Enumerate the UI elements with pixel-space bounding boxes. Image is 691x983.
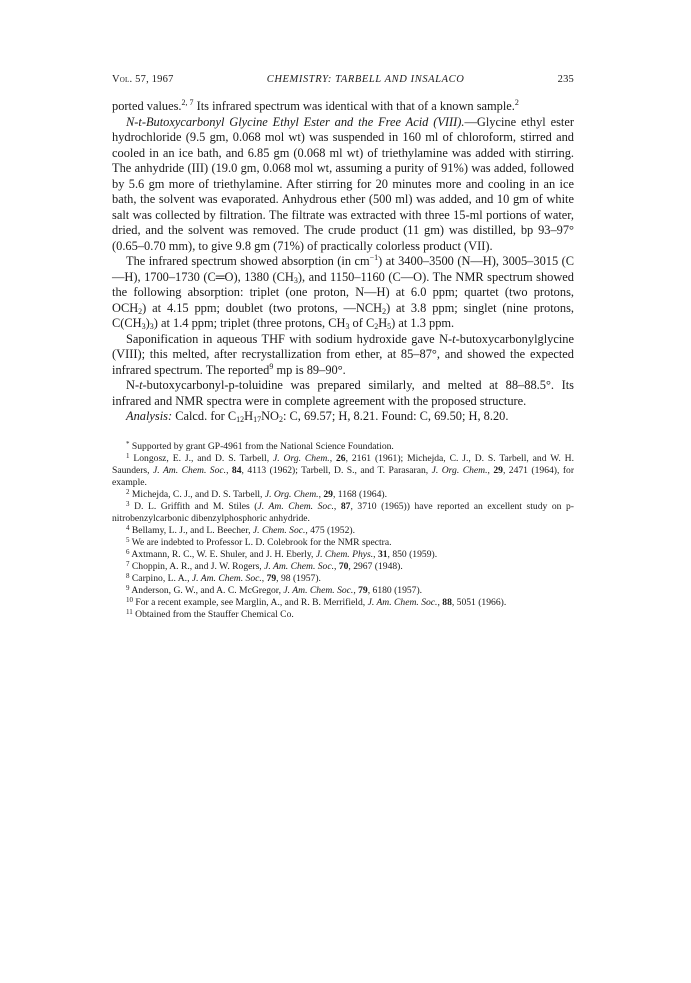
- paragraph-continuation: ported values.$^{2, 7}$ Its infrared spectrum was identical with that of a known sample.$^2$: [112, 98, 519, 113]
- paragraph-glycine-ester: N-t-Butoxycarbonyl Glycine Ethyl Ester and the Free Acid (VIII).—Glycine ethyl ester hydrochloride (9.5 gm, 0.068 mol wt) was suspended in 160 ml of chloroform, stirred and cooled in an ice bath, and 6.85 gm (0.068 ml wt) of triethylamine was added with stirring. The anhydride (III) (19.0 gm, 0.068 mol wt, assuming a purity of 91%) was added, followed by 5.6 gm more of triethylamine. After stirring for 20 minutes more and cooling in an ice bath, the solvent was evaporated. Anhydrous ether (500 ml) was added, and 10 gm of white salt was collected by filtration. The filtrate was extracted with three 15-ml portions of water, dried, and the solvent was removed. The crude product (11 gm) was distilled, bp 93–97° (0.65–0.70 mm), to give 9.8 gm (71%) of practically colorless product (VII).: [112, 114, 574, 253]
- footnotes: [112, 441, 574, 621]
- footnote: $^{11}$ Obtained from the Stauffer Chemical Co.: [126, 607, 294, 620]
- running-head: [112, 74, 574, 85]
- journal-page: [112, 74, 574, 621]
- footnote: $^9$ Anderson, G. W., and A. C. McGregor, J. Am. Chem. Soc., 79, 6180 (1957).: [126, 583, 423, 596]
- footnote: $^4$ Bellamy, L. J., and L. Beecher, J. Chem. Soc., 475 (1952).: [126, 523, 355, 536]
- footnote: $^1$ Longosz, E. J., and D. S. Tarbell, J. Org. Chem., 26, 2161 (1961); Michejda, C. J., D. S. Tarbell, and W. H. Saunders, J. Am. Chem. Soc., 84, 4113 (1962); Tarbell, D. S., and T. Parasaran, J. Org. Chem., 29, 2471 (1964), for example.: [112, 451, 575, 488]
- paragraph-analysis: Analysis: Calcd. for $C_{12}H_{17}NO_2$: C, 69.57; H, 8.21. Found: C, 69.50; H, 8.20.: [126, 409, 509, 424]
- footnote: $^5$ We are indebted to Professor L. D. Colebrook for the NMR spectra.: [126, 535, 392, 548]
- footnote: $^8$ Carpino, L. A., J. Am. Chem. Soc., 79, 98 (1957).: [126, 571, 321, 584]
- footnote: $^2$ Michejda, C. J., and D. S. Tarbell, J. Org. Chem., 29, 1168 (1964).: [126, 487, 387, 500]
- footnote: * Supported by grant GP-4961 from the National Science Foundation.: [126, 439, 394, 452]
- footnote: $^{10}$ For a recent example, see Marglin, A., and R. B. Merrifield, J. Am. Chem. Soc., 88, 5051 (1966).: [126, 595, 507, 608]
- paragraph-saponification: Saponification in aqueous THF with sodium hydroxide gave N-t-butoxycarbonylglycine (VIII); this melted, after recrystallization from ether, at 85–87°, and showed the expected infrared spectrum. The reported$^9$ mp is 89–90°.: [112, 331, 574, 377]
- section-run-in-title: N-t-Butoxycarbonyl Glycine Ethyl Ester and the Free Acid (VIII).: [126, 114, 465, 129]
- volume-year: Vol. 57, 1967: [112, 74, 174, 85]
- paragraph-spectra: The infrared spectrum showed absorption (in $cm^{-1}$) at 3400–3500 (N—H), 3005–3015 (C—H), 1700–1730 (C═O), 1380 $(CH_3)$, and 1150–1160 (C—O). The NMR spectrum showed the following absorption: triplet (one proton, N—H) at 6.0 ppm; quartet (two protons, $OCH_2$) at 4.15 ppm; doublet (two protons, $—NCH_2$) at 3.8 ppm; singlet (nine protons, $C(CH_3)_3$) at 1.4 ppm; triplet (three protons, $CH_3$ of $C_2H_5$) at 1.3 ppm.: [112, 253, 574, 331]
- page-number: 235: [557, 74, 574, 85]
- footnote: $^6$ Axtmann, R. C., W. E. Shuler, and J. H. Eberly, J. Chem. Phys., 31, 850 (1959).: [126, 547, 438, 560]
- paragraph-toluidine: N-t-butoxycarbonyl-p-toluidine was prepared similarly, and melted at 88–88.5°. Its infrared and NMR spectra were in complete agreement with the proposed structure.: [112, 378, 574, 408]
- footnote: $^7$ Choppin, A. R., and J. W. Rogers, J. Am. Chem. Soc., 70, 2967 (1948).: [126, 559, 403, 572]
- journal-section-authors: CHEMISTRY: TARBELL AND INSALACO: [266, 74, 465, 85]
- footnote: $^3$ D. L. Griffith and M. Stiles (J. Am. Chem. Soc., 87, 3710 (1965)) have reported an excellent study on p-nitrobenzylcarbonic dibenzylphosphoric anhydride.: [112, 499, 575, 524]
- body-text: [112, 99, 574, 425]
- analysis-label: Analysis:: [126, 409, 173, 423]
